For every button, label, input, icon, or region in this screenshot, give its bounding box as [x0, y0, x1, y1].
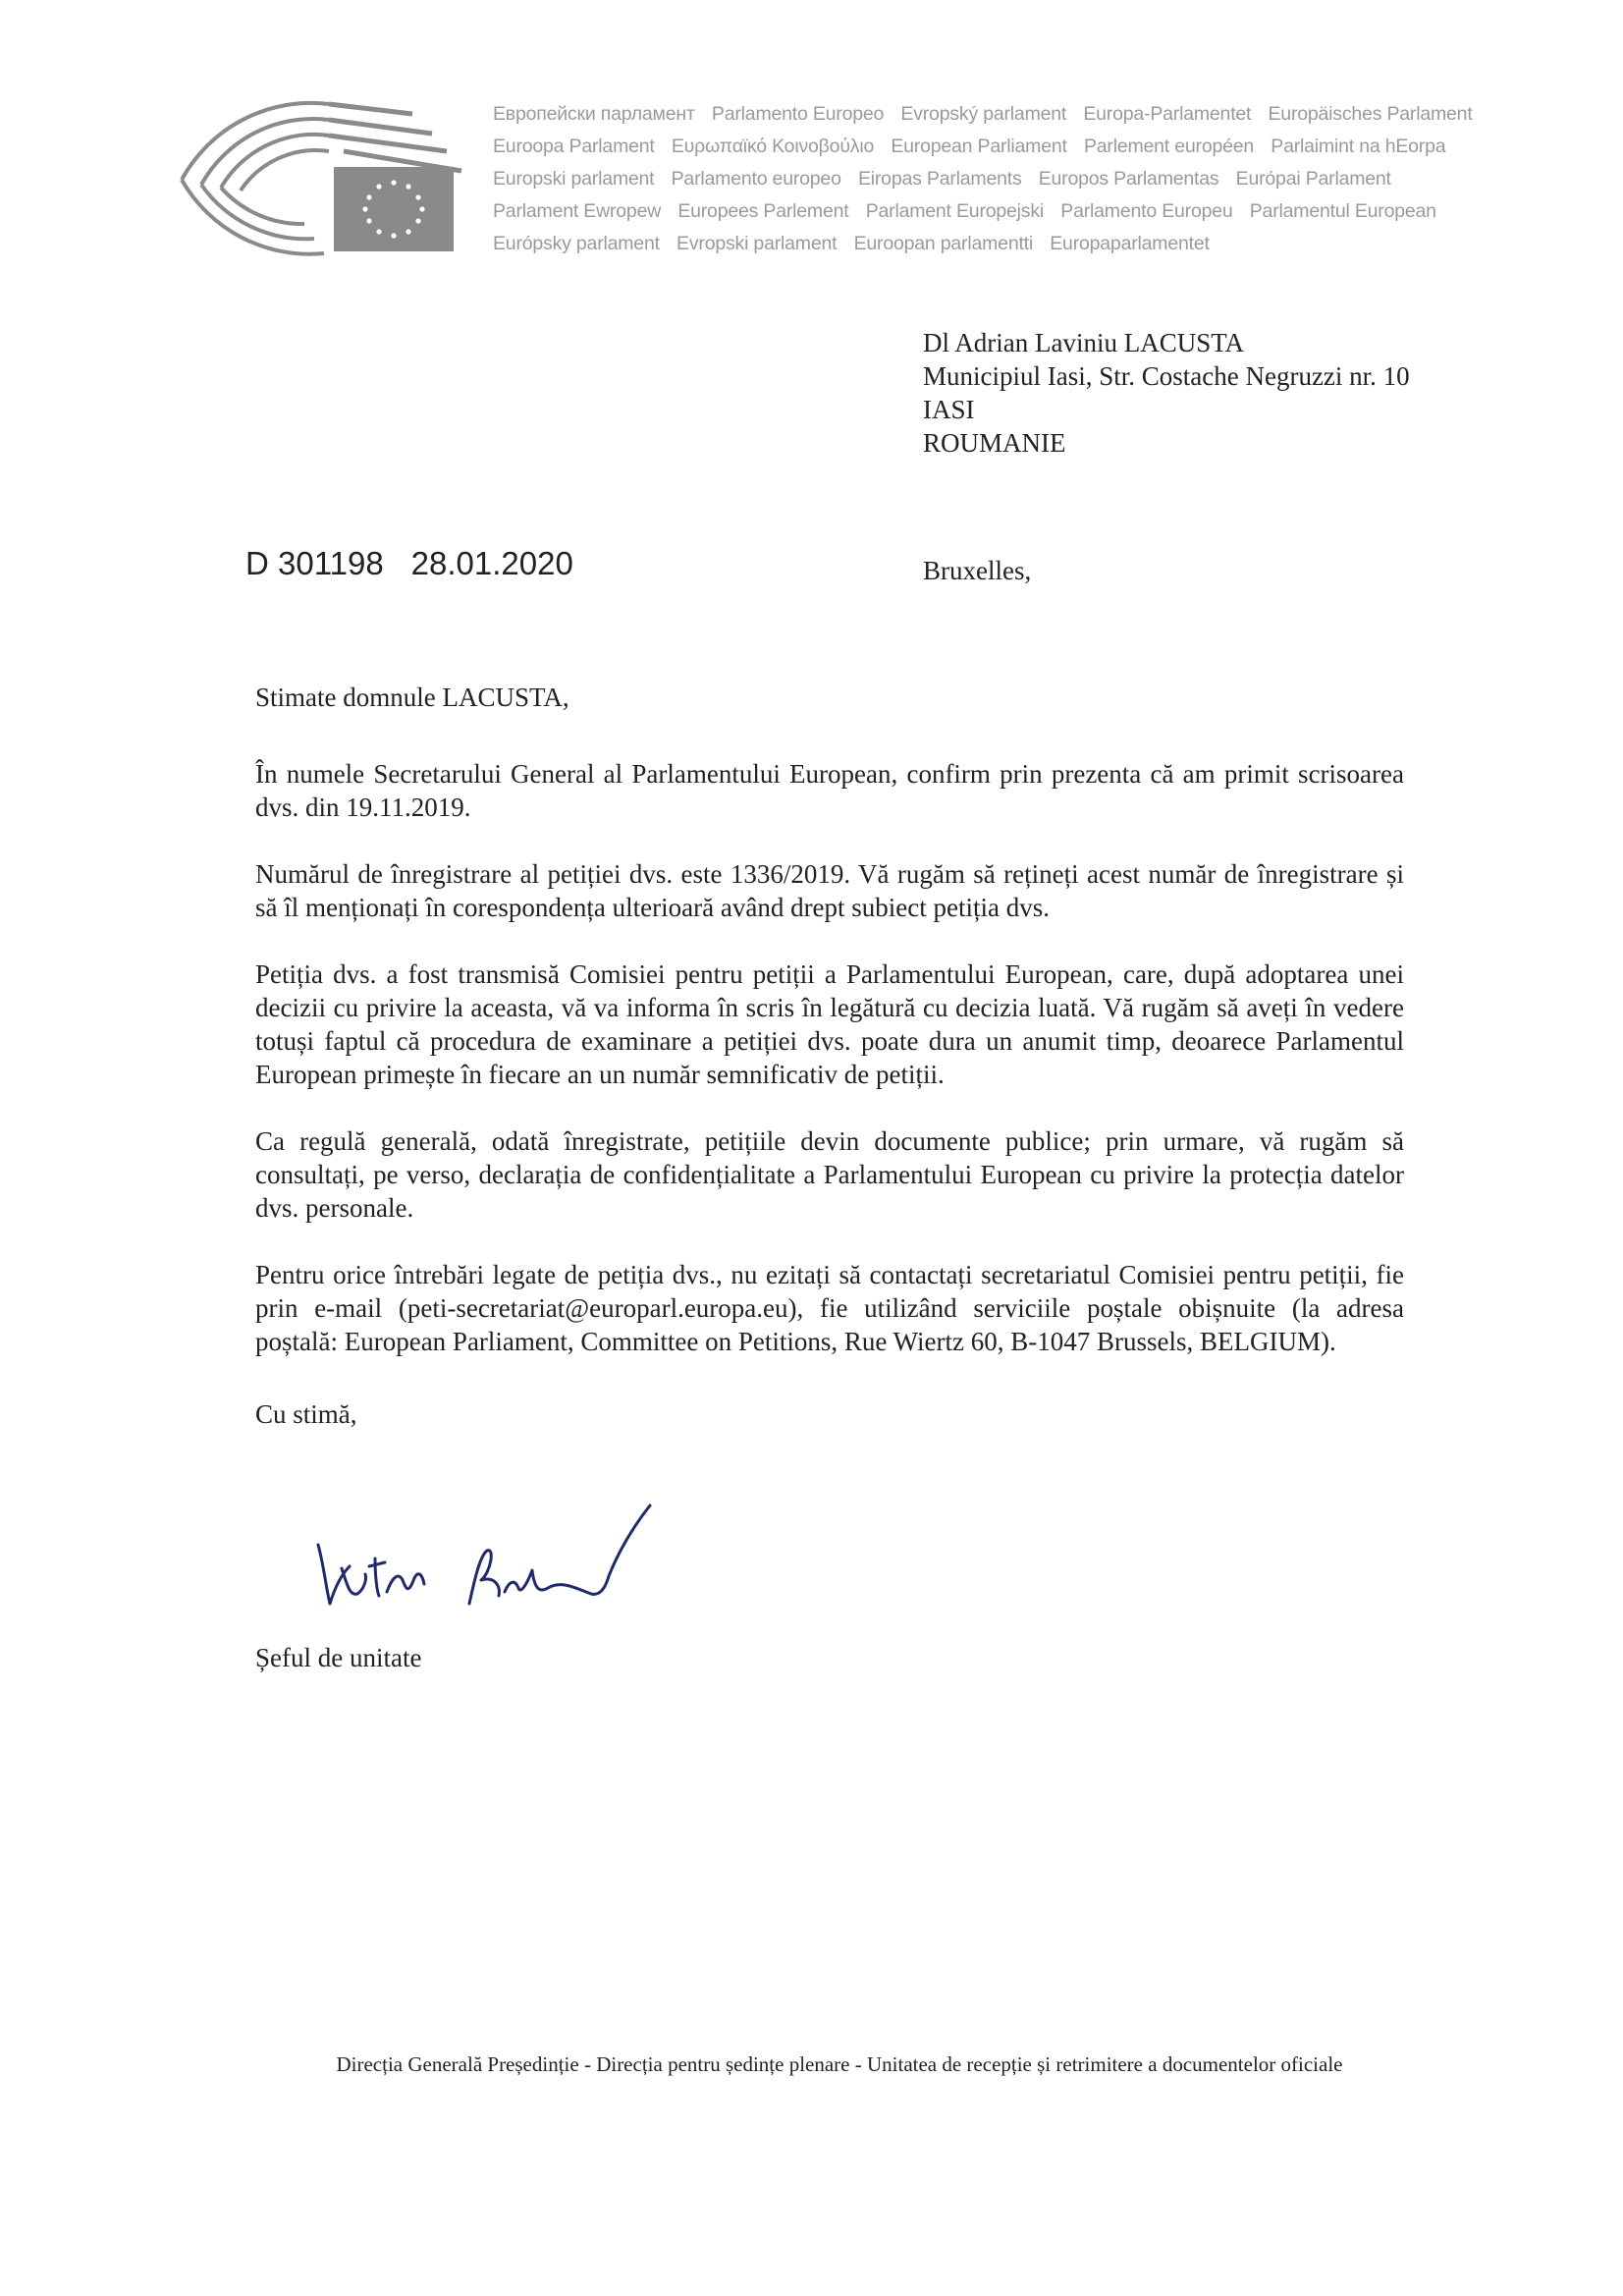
recipient-street: Municipiul Iasi, Str. Costache Negruzzi nr. 10	[923, 361, 1410, 391]
recipient-city: IASI	[923, 395, 975, 424]
parliament-names-multilingual	[493, 98, 1563, 260]
salutation: Stimate domnule LACUSTA,	[255, 683, 569, 712]
reference-number: D 301198	[245, 545, 384, 581]
parliament-name: Evropský parlament	[900, 103, 1067, 125]
paragraph: Pentru orice întrebări legate de petiția dvs., nu ezitați să contactați secretariatul Comisiei pentru petiții, fie prin e-mail (peti-secretariat@europarl.europa.eu), fie utilizând serviciile poștale obișnuite (la adresa poștală: European Parliament, Committee on Petitions, Rue Wiertz 60, B-1047 Brussels, BELGIUM).	[255, 1260, 1404, 1356]
letter-place: Bruxelles,	[923, 556, 1032, 585]
names-line-2	[493, 131, 1563, 163]
parliament-name: Europaparlamentet	[1050, 233, 1210, 254]
document-reference	[245, 545, 573, 582]
parliament-name: Europa-Parlamentet	[1083, 103, 1252, 125]
names-line-3	[493, 163, 1563, 195]
parliament-name: Europäisches Parlament	[1268, 103, 1473, 125]
parliament-name: Parlaimint na hEorpa	[1271, 136, 1446, 157]
paragraph: Numărul de înregistrare al petiției dvs. este 1336/2019. Vă rugăm să rețineți acest număr de înregistrare și să îl menționați în corespondența ulterioară având drept subiect petiția dvs.	[255, 859, 1404, 922]
names-line-4	[493, 195, 1563, 228]
parliament-name: Europski parlament	[493, 168, 655, 190]
recipient-name: Dl Adrian Laviniu LACUSTA	[923, 328, 1245, 357]
recipient-address	[923, 326, 1410, 460]
parliament-name: Euroopa Parlament	[493, 136, 655, 157]
parliament-name: Европейски парламент	[493, 103, 695, 125]
parliament-name: Parlament Ewropew	[493, 200, 662, 222]
reference-date: 28.01.2020	[410, 545, 573, 581]
letter-body	[255, 681, 1404, 1464]
parliament-name: Parlamentul European	[1249, 200, 1436, 222]
names-line-1	[493, 98, 1563, 131]
parliament-name: Eiropas Parlaments	[857, 168, 1022, 190]
paragraph: Ca regulă generală, odată înregistrate, petițiile devin documente publice; prin urmare, vă rugăm să consultați, pe verso, declarația de confidențialitate a Parlamentului European cu privire la protecția datelor dvs. personale.	[255, 1126, 1404, 1223]
parliament-name: Parlamento Europeo	[711, 103, 885, 125]
parliament-name: Európai Parlament	[1235, 168, 1391, 190]
parliament-name: Parlement européen	[1083, 136, 1255, 157]
parliament-name: Europees Parlement	[677, 200, 849, 222]
handwritten-signature	[304, 1498, 717, 1625]
parliament-name: Evropski parlament	[676, 233, 838, 254]
footer-department: Direcția Generală Președinție - Direcția pentru ședințe plenare - Unitatea de recepție și retrimitere a documentelor oficiale	[336, 2052, 1343, 2076]
names-line-5	[493, 228, 1563, 260]
paragraph: Petiția dvs. a fost transmisă Comisiei pentru petiții a Parlamentului European, care, după adoptarea unei decizii cu privire la aceasta, vă va informa în scris în legătură cu decizia luată. Vă rugăm să aveți în vedere totuși faptul că procedura de examinare a petiției dvs. poate dura un anumit timp, deoarece Parlamentul European primește în fiecare an un număr semnificativ de petiții.	[255, 959, 1404, 1089]
paragraph: În numele Secretarului General al Parlamentului European, confirm prin prezenta că am primit scrisoarea dvs. din 19.11.2019.	[255, 759, 1404, 822]
signer-title: Șeful de unitate	[255, 1643, 422, 1672]
parliament-name: Parlament Europejski	[865, 200, 1045, 222]
parliament-name: Európsky parlament	[493, 233, 660, 254]
parliament-name: Europos Parlamentas	[1038, 168, 1219, 190]
recipient-country: ROUMANIE	[923, 428, 1066, 458]
parliament-name: Euroopan parlamentti	[853, 233, 1034, 254]
parliament-name: Parlamento europeo	[671, 168, 841, 190]
parliament-name: Ευρωπαϊκό Κοινοβούλιο	[671, 136, 875, 157]
parliament-name: Parlamento Europeu	[1060, 200, 1233, 222]
parliament-name: European Parliament	[891, 136, 1067, 157]
closing: Cu stimă,	[255, 1399, 357, 1429]
european-parliament-logo	[167, 86, 491, 258]
